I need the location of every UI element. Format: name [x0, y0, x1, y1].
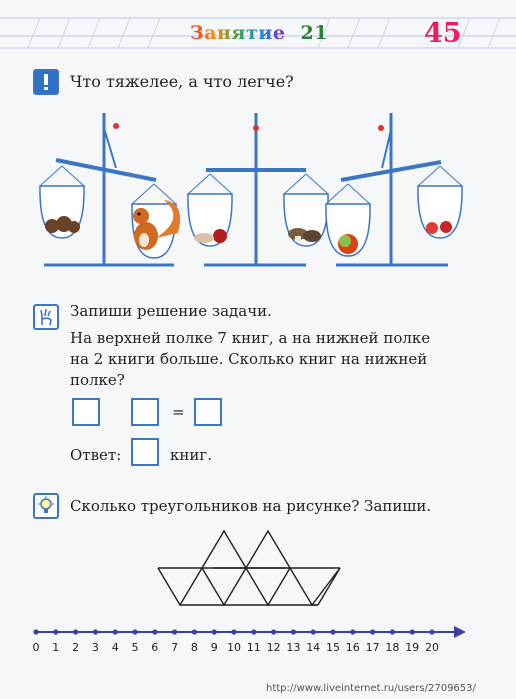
number-line-label: 11: [246, 641, 261, 654]
task3-text: Сколько треугольников на рисунке? Запиши.: [70, 497, 432, 515]
number-line-point: [53, 629, 58, 634]
number-line-label: 15: [326, 641, 340, 654]
number-line-point: [212, 629, 217, 634]
number-line-point: [370, 629, 375, 634]
number-line-label: 14: [306, 641, 321, 654]
number-line-label: 5: [131, 641, 139, 654]
number-line-point: [390, 629, 395, 634]
exclamation-icon: [33, 69, 59, 95]
task2-problem-line3: полке?: [70, 371, 125, 389]
answer-unit: книг.: [170, 446, 212, 464]
task2-heading: Запиши решение задачи.: [70, 302, 272, 320]
task1-text: Что тяжелее, а что легче?: [70, 72, 294, 91]
number-line-label: 0: [32, 641, 40, 654]
solution-box-1[interactable]: [72, 398, 100, 426]
triangles-figure: [156, 528, 342, 608]
solution-result-box[interactable]: [194, 398, 222, 426]
lesson-number: 21: [300, 22, 328, 44]
footer-url: http://www.liveinternet.ru/users/2709653/: [266, 683, 476, 694]
number-line-label: 8: [190, 641, 198, 654]
number-line-point: [311, 629, 316, 634]
number-line-point: [291, 629, 296, 634]
number-line-point: [73, 629, 78, 634]
number-line-label: 16: [345, 641, 360, 654]
number-line-point: [231, 629, 236, 634]
number-line-point: [93, 629, 98, 634]
number-line-label: 7: [171, 641, 179, 654]
number-line-point: [429, 629, 434, 634]
number-line-point: [271, 629, 276, 634]
number-line-point: [152, 629, 157, 634]
task2-problem-line1: На верхней полке 7 книг, а на нижней полке: [70, 329, 431, 347]
number-line-point: [192, 629, 197, 634]
answer-label: Ответ:: [70, 446, 122, 464]
scales-illustration: [36, 108, 466, 273]
number-line-point: [410, 629, 415, 634]
apple: [338, 234, 358, 254]
number-line-point: [251, 629, 256, 634]
equals-sign: =: [172, 403, 185, 421]
page-number: 45: [424, 18, 462, 49]
number-line: [30, 618, 470, 658]
number-line-point: [113, 629, 118, 634]
lesson-title: [190, 22, 328, 44]
number-line-label: 20: [425, 641, 439, 654]
lightbulb-icon: [33, 493, 59, 519]
number-line-point: [172, 629, 177, 634]
number-line-point: [350, 629, 355, 634]
lesson-title-word: Занятие: [190, 22, 286, 44]
number-line-label: 9: [210, 641, 218, 654]
number-line-label: 17: [365, 641, 380, 654]
number-line-label: 2: [72, 641, 80, 654]
number-line-label: 4: [111, 641, 119, 654]
number-line-label: 18: [385, 641, 400, 654]
number-line-label: 13: [286, 641, 301, 654]
number-line-label: 6: [151, 641, 159, 654]
answer-box[interactable]: [131, 438, 159, 466]
number-line-label: 19: [405, 641, 420, 654]
number-line-label: 12: [266, 641, 281, 654]
number-line-label: 10: [227, 641, 241, 654]
task2-problem-line2: на 2 книги больше. Сколько книг на нижней: [70, 350, 428, 368]
solution-box-2[interactable]: [131, 398, 159, 426]
number-line-label: 1: [52, 641, 60, 654]
number-line-label: 3: [91, 641, 99, 654]
hand-icon: [33, 304, 59, 330]
number-line-point: [33, 629, 38, 634]
number-line-point: [330, 629, 335, 634]
number-line-point: [132, 629, 137, 634]
